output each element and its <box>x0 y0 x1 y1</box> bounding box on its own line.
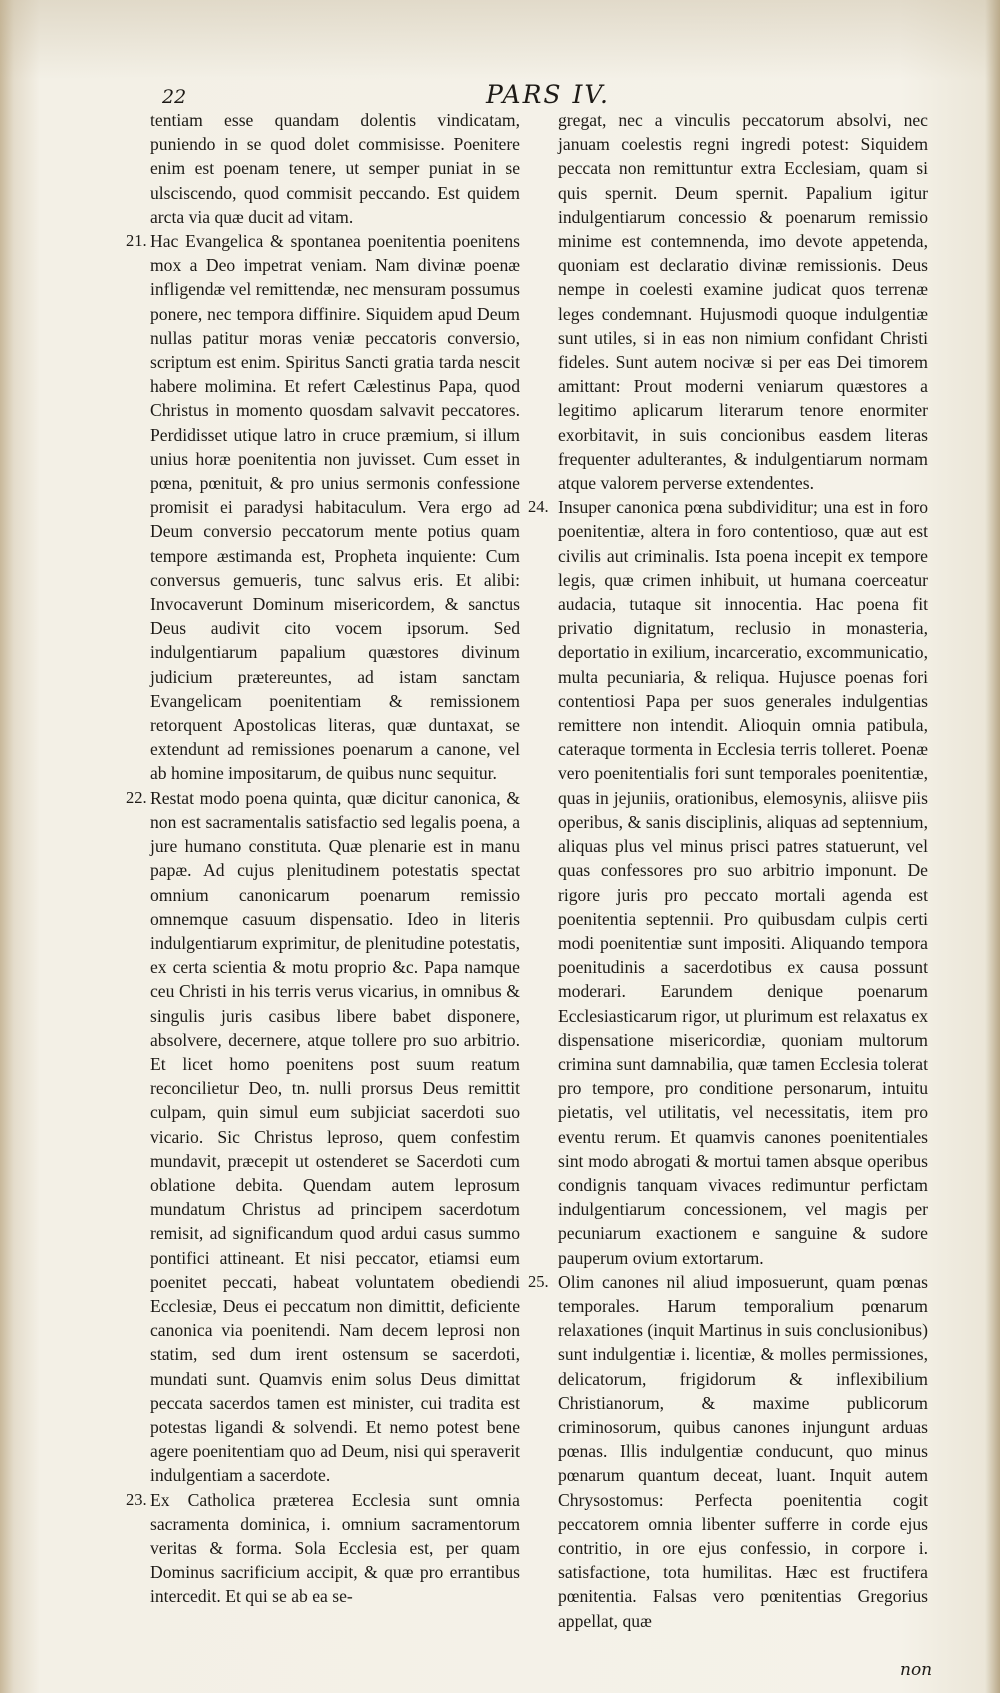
paragraph-text: Ex Catholica præterea Ecclesia sunt omnia sacramenta dominica, i. omnium sacramentorum veritas & forma. Sola Ecclesia est, per quam Dominus sacrificium accipit, & quæ pro errantibus intercedit. Et qui se ab ea se- <box>150 1489 520 1607</box>
section-number: 25. <box>528 1271 549 1291</box>
paragraph-text: Olim canones nil aliud imposuerunt, quam pœnas temporales. Harum temporalium pœnarum relaxationes (inquit Martinus in suis conclusionibus) sunt indulgentiæ i. licentiæ, & molles permissiones, delicatorum, frigidorum & inflexibilium Christianorum, & maxime publicorum criminosorum, quibus canones injungunt arduas pœnas. Illis indulgentiæ conducunt, quo minus pœnarum quantum deceat, luant. Inquit autem Chrysostomus: Perfecta poenitentia cogit peccatorem omnia libenter sufferre in corde ejus contritio, in ore ejus confessio, in corpore i. satisfactione, tota humilitas. Hæc est fructifera pœnitentia. Falsas vero pœnitentias Gregorius appellat, quæ <box>558 1271 928 1631</box>
paragraph-continued <box>558 108 928 495</box>
paragraph-intro <box>150 108 520 229</box>
paragraph-25 <box>528 1270 928 1633</box>
right-column <box>528 108 928 1633</box>
page-stain <box>0 0 1000 80</box>
paragraph-21 <box>126 229 520 786</box>
catchword: non <box>900 1660 933 1680</box>
section-number: 23. <box>126 1489 147 1509</box>
paragraph-22 <box>126 786 520 1488</box>
paragraph-24 <box>528 495 928 1270</box>
section-number: 22. <box>126 787 147 807</box>
paragraph-23 <box>126 1488 520 1609</box>
running-head: PARS IV. <box>486 80 610 109</box>
paragraph-text: gregat, nec a vinculis peccatorum absolvi, nec januam coelestis regni ingredi potest: Siquidem peccata non remittuntur extra Ecclesiam, quam si quis spernit. Deum spernit. Papalium igitur indulgentiarum concessio & poenarum remissio minime est contemnenda, imo devote appetenda, quoniam est declaratio divinæ remissionis. Deus nempe in coelesti examine judicat quos terrenæ leges condemnant. Hujusmodi quoque indulgentiæ sunt utiles, si in eas non nimium confidant Christi fideles. Sunt autem nocivæ si per eas Dei timorem amittant: Prout moderni veniarum quæstores a legitimo aplicarum literarum tenore enormiter exorbitavit, in suis concionibus easdem literas frequenter adulterantes, & indulgentiarum normam atque valorem perverse extendentes. <box>558 110 928 494</box>
paragraph-text: Insuper canonica pœna subdividitur; una est in foro poenitentiæ, altera in foro contentioso, quæ aut est civilis aut criminalis. Ista poena incepit ex tempore legis, quæ crimen inhibuit, ut humana coerceatur audacia, tutaque sit innocentia. Hac poena fit privatio dignitatum, reclusio in monasteria, deportatio in exilium, incarceratio, excommunicatio, multa pecuniaria, & reliqua. Hujusce poenas fori contentiosi Papa per suos generales indulgentias remittere non intendit. Alioquin omnia patibula, cateraque tormenta in Ecclesia terris tolleret. Poenæ vero poenitentialis fori sunt temporales poenitentiæ, quas in jejuniis, orationibus, elemosynis, aliisve piis operibus, & sanis disciplinis, aliquas ad septennium, aliquas plus vel minus prisci patres statuerunt, vel quas confessores pro suo arbitrio imponunt. De rigore juris pro peccato mortali agenda est poenitentia septennii. Pro quibusdam culpis certi modi poenitentiæ sunt impositi. Aliquando tempora poenitudinis a sacerdotibus ex causa possunt moderari. Earundem denique poenarum Ecclesiasticarum rigor, ut plurimum est relaxatus ex dispensatione misericordiæ, quoniam multorum crimina sunt damnabilia, quæ tamen Ecclesia tolerat pro tempore, pro conditione personarum, intuitu pietatis, vel utilitatis, vel necessitatis, item pro eventu rerum. Et quamvis canones poenitentiales sint modo abrogati & mortui tamen absque operibus condignis tanquam vivaces redimuntur perfictam indulgentiarum concessionem, vel magis per pecuniarum exactionem e sanguine & sudore pauperum ovium extortarum. <box>558 497 928 1268</box>
page-number: 22 <box>162 86 187 108</box>
paragraph-text: tentiam esse quandam dolentis vindicatam, puniendo in se quod dolet commisisse. Poenitere enim est poenam tenere, ut semper puniat in se ulsciscendo, quod commisit peccando. Est quidem arcta via quæ ducit ad vitam. <box>150 110 520 227</box>
section-number: 21. <box>126 231 147 251</box>
left-column <box>126 108 520 1609</box>
paragraph-text: Hac Evangelica & spontanea poenitentia poenitens mox a Deo impetrat veniam. Nam divinæ poenæ infligendæ vel remittendæ, nec mensuram possumus ponere, nec tempora diffinire. Siquidem apud Deum nullas patitur moras veniæ peccatoris conversio, scriptum est enim. Spiritus Sancti gratia tarda nescit habere molimina. Et refert Cælestinus Papa, quod Christus in momento quosdam salvavit peccatores. Perdidisset utique latro in cruce præmium, si illum unius horæ poenitentia non juvisset. Cum esset in pœna, pœnituit, & pro unius sermonis confessione promisit ei paradysi habitaculum. Vera ergo ad Deum conversio peccatorum mente potius quam tempore æstimanda est, Propheta inquiente: Cum conversus gemueris, tunc salvus eris. Et alibi: Invocaverunt Dominum misericordem, & sanctus Deus audivit cito vocem ipsorum. Sed indulgentiarum papalium quæstores divinum judicium prætereuntes, ad istam sanctam Evangelicam poenitentiam & remissionem retorquent Apostolicas literas, quæ duntaxat, se extendunt ad remissiones poenarum a canone, vel ab homine impositarum, de quibus nunc sequitur. <box>150 231 520 784</box>
section-number: 24. <box>528 497 549 517</box>
paragraph-text: Restat modo poena quinta, quæ dicitur canonica, & non est sacramentalis satisfactio sed legalis poena, a jure humano constituta. Quæ plenarie est in manu papæ. Ad cujus plenitudinem potestatis spectat omnium canonicarum poenarum remissio omnemque casuum dispensatio. Ideo in literis indulgentiarum exprimitur, de plenitudine potestatis, ex certa scientia & motu proprio &c. Papa namque ceu Christi in his terris verus vicarius, in omnibus & singulis juris casibus libere babet disponere, absolvere, decernere, atque tollere pro suo arbitrio. Et licet homo poenitens post suum reatum reconcilietur Deo, tn. nulli prorsus Deus remittit culpam, quin simul eum subjiciat sacerdoti suo vicario. Sic Christus leproso, quem confestim mundavit, præcepit ut ostenderet se Sacerdoti cum oblatione debita. Quendam autem leprosum mundatum Christus ad principem sacerdotum remisit, ad significandum quod ardui casus summo pontifici attineant. Et nisi peccator, etiamsi eum poenitet peccati, habeat voluntatem obediendi Ecclesiæ, Deus ei peccatum non dimittit, deficiente canonica via poenitendi. Nam decem leprosi non statim, sed dum irent ostensum se sacerdoti, mundati sunt. Quamvis enim solus Deus dimittat peccata sacerdos tamen est minister, cui tradita est potestas ligandi & solvendi. Et nemo potest bene agere poenitentiam quo ad Deum, nisi qui speraverit indulgentiam a sacerdote. <box>150 787 520 1486</box>
